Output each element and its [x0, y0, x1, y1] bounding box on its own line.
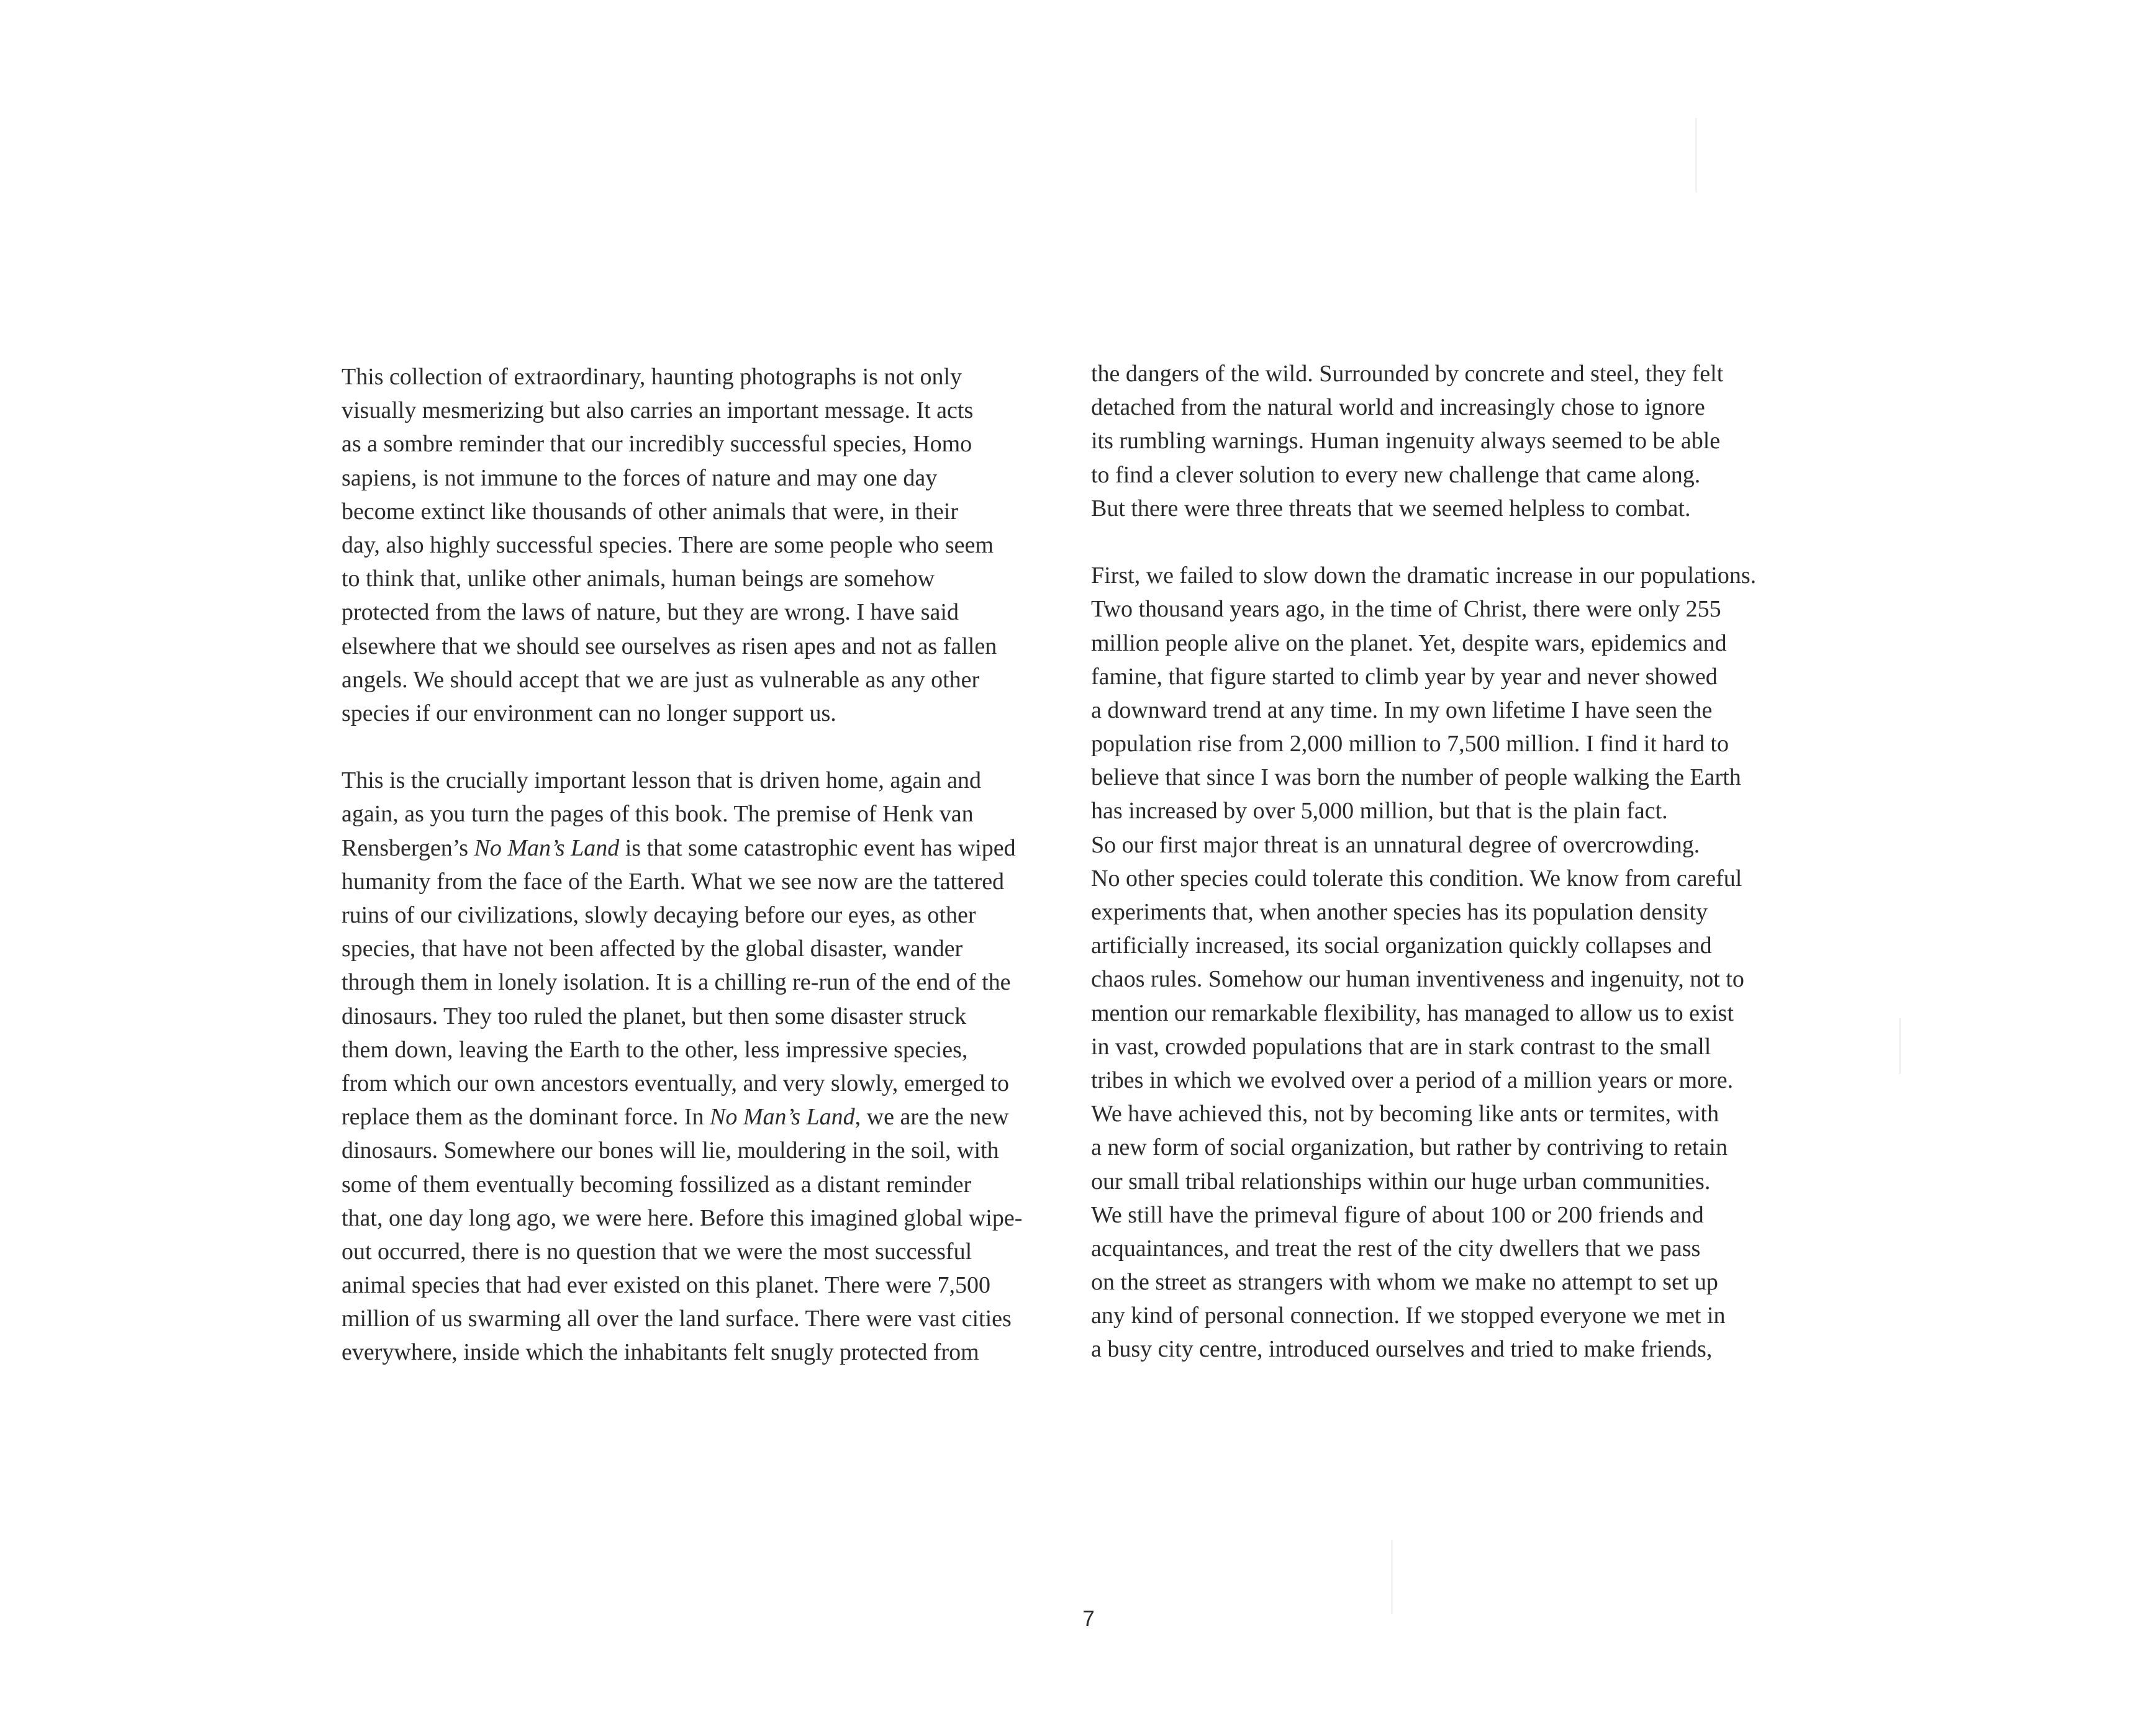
text-segment: replace them as the dominant force. In [342, 1104, 710, 1131]
text-line: has increased by over 5,000 million, but that is the plain fact. [1091, 798, 1668, 824]
book-title-italic: No Man’s Land [709, 1104, 855, 1131]
text-line: to find a clever solution to every new challenge that came along. [1091, 461, 1701, 488]
text-line: through them in lonely isolation. It is a chilling re-run of the end of the [342, 969, 1011, 996]
text-line: We have achieved this, not by becoming like ants or termites, with [1091, 1101, 1719, 1127]
text-line: on the street as strangers with whom we make no attempt to set up [1091, 1269, 1718, 1296]
text-line: chaos rules. Somehow our human inventiveness and ingenuity, not to [1091, 966, 1744, 993]
text-line: a busy city centre, introduced ourselves and tried to make friends, [1091, 1336, 1713, 1363]
text-line: elsewhere that we should see ourselves as risen apes and not as fallen [342, 633, 997, 659]
text-line: sapiens, is not immune to the forces of nature and may one day [342, 464, 938, 491]
text-segment: Rensbergen’s [342, 834, 474, 861]
text-line: protected from the laws of nature, but they are wrong. I have said [342, 599, 959, 626]
text-line: in vast, crowded populations that are in stark contrast to the small [1091, 1033, 1711, 1060]
paragraph [342, 360, 1087, 730]
book-title-italic: No Man’s Land [474, 834, 620, 861]
text-line: to think that, unlike other animals, human beings are somehow [342, 566, 935, 592]
text-line: population rise from 2,000 million to 7,500 million. I find it hard to [1091, 731, 1729, 757]
text-line: But there were three threats that we seemed helpless to combat. [1091, 495, 1691, 522]
text-line: famine, that figure started to climb year by year and never showed [1091, 663, 1718, 690]
text-line: day, also highly successful species. There are some people who seem [342, 531, 994, 558]
text-line: believe that since I was born the number of people walking the Earth [1091, 764, 1741, 791]
text-line: angels. We should accept that we are just as vulnerable as any other [342, 666, 980, 693]
text-line: dinosaurs. They too ruled the planet, but then some disaster struck [342, 1003, 967, 1029]
right-column [1091, 357, 1836, 1366]
text-line: animal species that had ever existed on this planet. There were 7,500 [342, 1272, 990, 1299]
text-line: species if our environment can no longer support us. [342, 700, 836, 726]
text-line: acquaintances, and treat the rest of the city dwellers that we pass [1091, 1235, 1701, 1262]
text-line: its rumbling warnings. Human ingenuity always seemed to be able [1091, 428, 1721, 454]
text-line: million people alive on the planet. Yet, despite wars, epidemics and [1091, 630, 1727, 656]
text-line [342, 831, 1087, 865]
text-line: everywhere, inside which the inhabitants felt snugly protected from [342, 1339, 979, 1366]
paragraph [1091, 357, 1836, 525]
text-line: that, one day long ago, we were here. Before this imagined global wipe- [342, 1204, 1023, 1231]
text-line: No other species could tolerate this condition. We know from careful [1091, 865, 1742, 892]
text-line: a new form of social organization, but rather by contriving to retain [1091, 1134, 1728, 1161]
text-line: any kind of personal connection. If we stopped everyone we met in [1091, 1303, 1726, 1329]
text-line: our small tribal relationships within our huge urban communities. [1091, 1168, 1711, 1195]
text-line: become extinct like thousands of other animals that were, in their [342, 498, 958, 525]
paragraph [342, 764, 1087, 1369]
text-line: So our first major threat is an unnatural degree of overcrowding. [1091, 831, 1700, 858]
text-line: First, we failed to slow down the dramatic increase in our populations. [1091, 562, 1757, 589]
left-column [342, 360, 1087, 1370]
text-line: some of them eventually becoming fossilized as a distant reminder [342, 1171, 972, 1198]
scan-artifact [1695, 118, 1697, 192]
text-line: detached from the natural world and increasingly chose to ignore [1091, 394, 1705, 421]
text-line: We still have the primeval figure of about 100 or 200 friends and [1091, 1201, 1704, 1228]
text-line: mention our remarkable flexibility, has managed to allow us to exist [1091, 1000, 1734, 1026]
text-line: visually mesmerizing but also carries an important message. It acts [342, 397, 974, 424]
text-line [342, 1100, 1087, 1134]
text-line: This is the crucially important lesson that is driven home, again and [342, 767, 981, 794]
text-line: million of us swarming all over the land surface. There were vast cities [342, 1306, 1012, 1332]
text-line: from which our own ancestors eventually, and very slowly, emerged to [342, 1070, 1009, 1096]
text-line: out occurred, there is no question that we were the most successful [342, 1238, 972, 1265]
text-line: artificially increased, its social organization quickly collapses and [1091, 933, 1712, 959]
text-line: humanity from the face of the Earth. What we see now are the tattered [342, 868, 1005, 895]
page-number: 7 [1082, 1607, 1095, 1631]
text-line: them down, leaving the Earth to the other, less impressive species, [342, 1036, 968, 1063]
scan-artifact [1899, 1018, 1901, 1074]
text-segment: , we are the new [854, 1104, 1009, 1131]
text-line: again, as you turn the pages of this book. The premise of Henk van [342, 801, 974, 828]
text-line: species, that have not been affected by the global disaster, wander [342, 936, 963, 962]
text-line: dinosaurs. Somewhere our bones will lie, mouldering in the soil, with [342, 1137, 999, 1164]
text-line: a downward trend at any time. In my own lifetime I have seen the [1091, 697, 1713, 723]
text-line: This collection of extraordinary, haunting photographs is not only [342, 364, 962, 390]
text-line: as a sombre reminder that our incredibly successful species, Homo [342, 431, 972, 458]
scan-artifact [1391, 1540, 1393, 1614]
paragraph [1091, 559, 1836, 1366]
text-line: Two thousand years ago, in the time of Christ, there were only 255 [1091, 596, 1721, 623]
text-line: experiments that, when another species has its population density [1091, 899, 1708, 925]
text-line: ruins of our civilizations, slowly decaying before our eyes, as other [342, 902, 976, 928]
text-line: tribes in which we evolved over a period of a million years or more. [1091, 1067, 1734, 1093]
text-line: the dangers of the wild. Surrounded by concrete and steel, they felt [1091, 361, 1724, 387]
text-segment: is that some catastrophic event has wiped [619, 834, 1016, 861]
